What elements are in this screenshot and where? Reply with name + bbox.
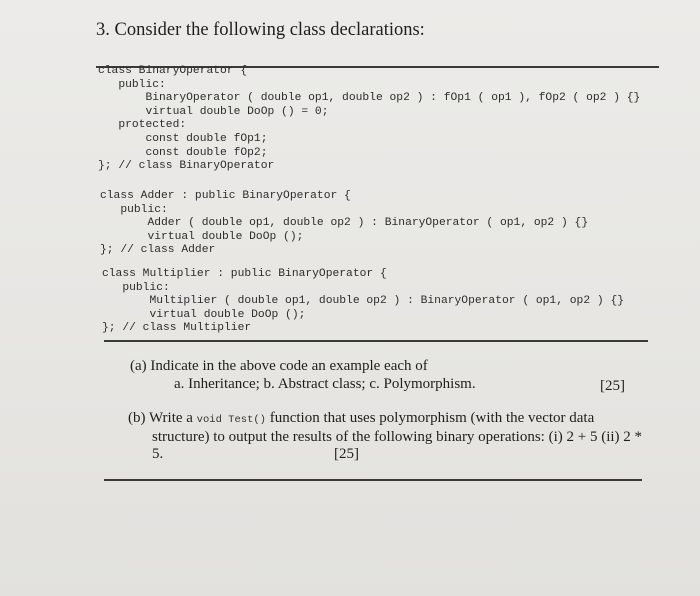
part-b-line2: structure) to output the results of the following binary operations: (i) 2 + 5 (ii) 2 *	[152, 429, 643, 445]
code-line: }; // class Multiplier	[102, 322, 252, 335]
code-line: BinaryOperator ( double op1, double op2 ) : fOp1 ( op1 ), fOp2 ( op2 ) {}	[98, 92, 641, 105]
code-line: Multiplier ( double op1, double op2 ) : BinaryOperator ( op1, op2 ) {}	[102, 295, 625, 308]
part-b-suffix: function that uses polymorphism (with the vector data	[269, 410, 595, 426]
code-line: const double fOp2;	[98, 146, 268, 159]
part-b-line3: 5.	[152, 446, 164, 462]
code-block-adder	[100, 190, 588, 258]
bottom-divider	[104, 479, 642, 481]
code-line: class BinaryOperator {	[98, 65, 248, 77]
code-line: public:	[102, 281, 170, 294]
code-line: class Adder : public BinaryOperator {	[100, 190, 351, 202]
code-block-multiplier	[102, 268, 624, 336]
code-line: public:	[100, 203, 168, 216]
code-line: }; // class Adder	[100, 244, 216, 257]
part-b-marks: [25]	[334, 446, 359, 462]
code-line: class Multiplier : public BinaryOperator {	[102, 268, 387, 280]
code-line: virtual double DoOp () = 0;	[98, 105, 329, 118]
part-b-prefix: (b) Write a	[128, 410, 193, 426]
code-bottom-divider	[104, 340, 648, 342]
part-b-line1	[128, 410, 594, 427]
code-line: protected:	[98, 119, 187, 132]
code-line: virtual double DoOp ();	[102, 308, 306, 321]
part-b-code: void Test()	[196, 414, 266, 426]
question-heading: 3. Consider the following class declarations:	[96, 20, 425, 40]
code-line: public:	[98, 78, 166, 91]
code-line: Adder ( double op1, double op2 ) : BinaryOperator ( op1, op2 ) {}	[100, 217, 589, 230]
part-a-items: a. Inheritance; b. Abstract class; c. Polymorphism.	[174, 376, 476, 392]
code-line: }; // class BinaryOperator	[98, 160, 275, 173]
part-a-prompt: (a) Indicate in the above code an example each of	[130, 358, 428, 374]
part-a-marks: [25]	[600, 378, 625, 394]
code-line: const double fOp1;	[98, 132, 268, 145]
code-block-binary-operator	[98, 65, 640, 174]
code-line: virtual double DoOp ();	[100, 230, 304, 243]
